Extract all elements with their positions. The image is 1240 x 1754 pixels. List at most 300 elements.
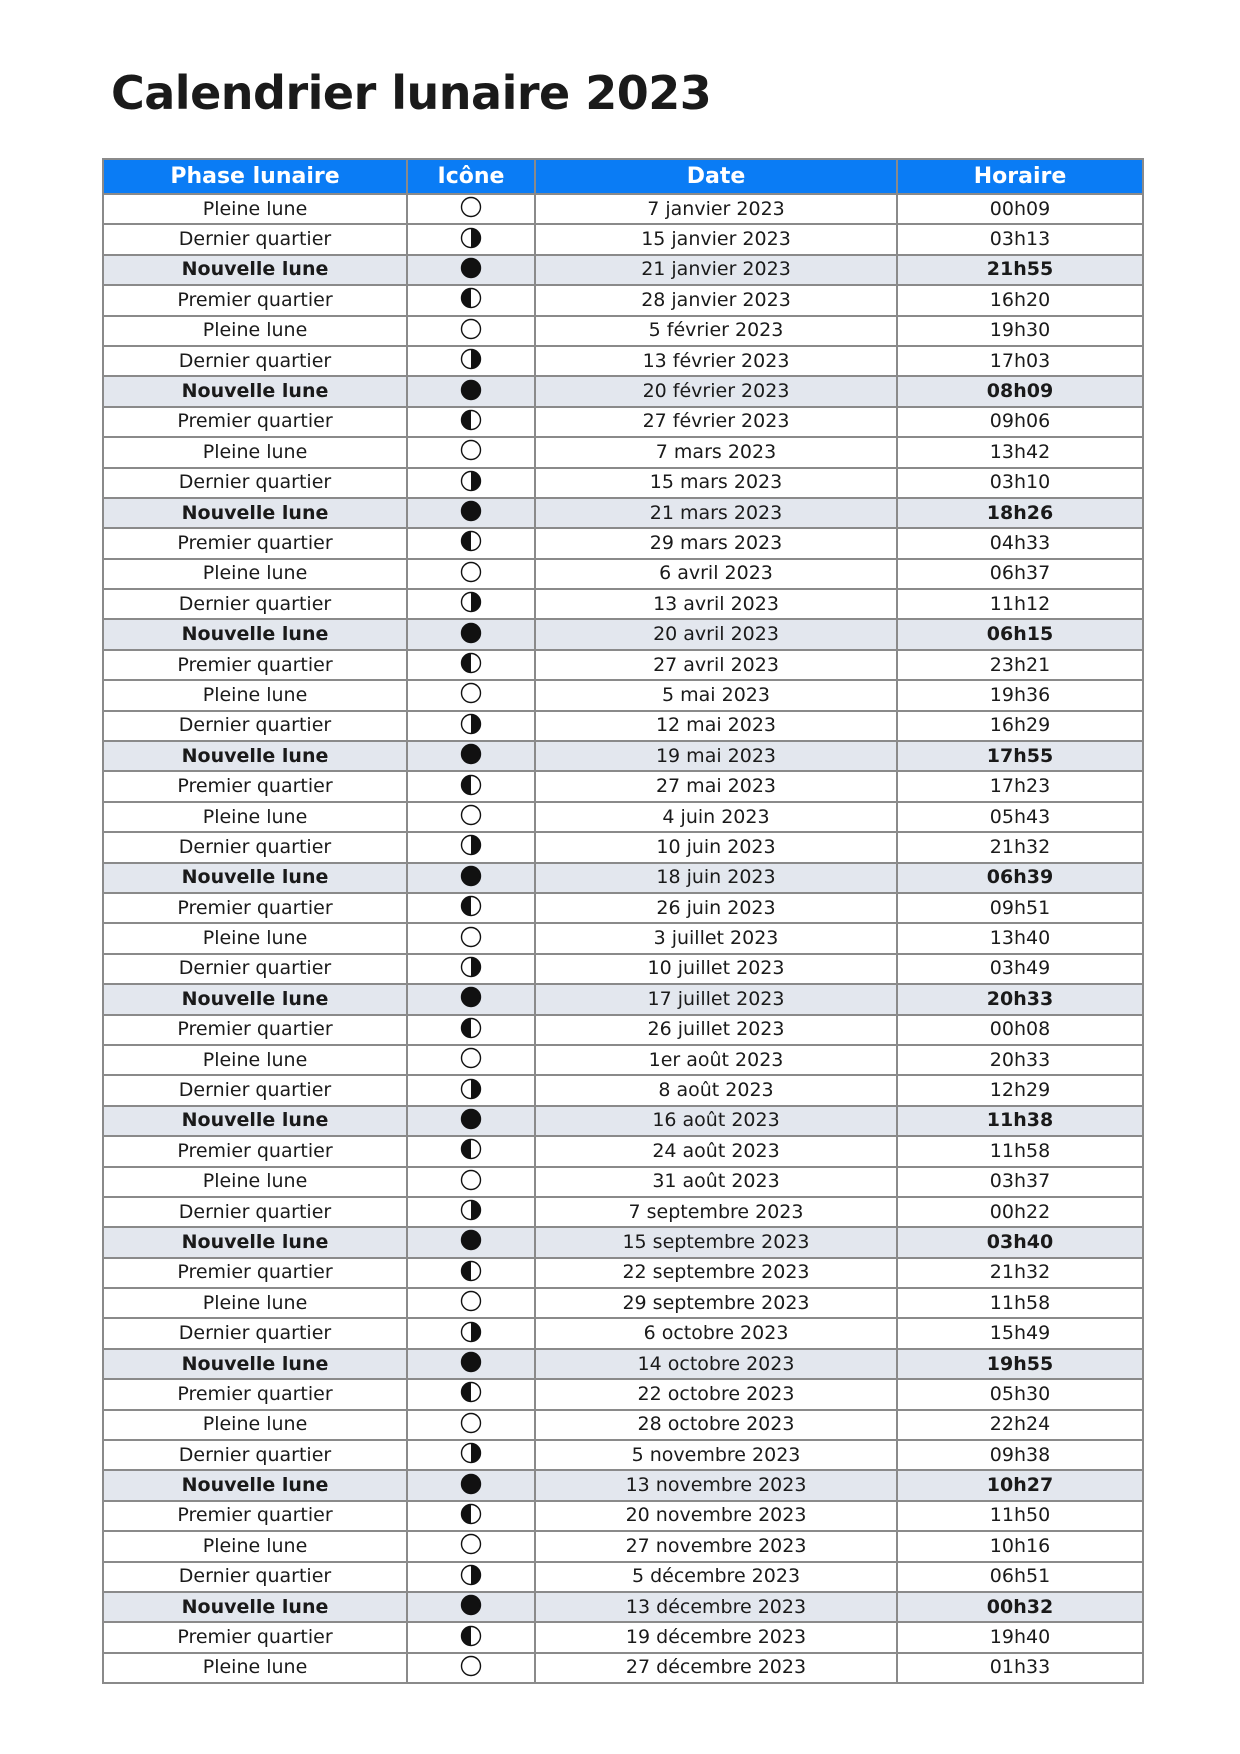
time-cell: 06h15: [897, 619, 1143, 649]
time-cell: 13h40: [897, 923, 1143, 953]
date-cell: 26 juillet 2023: [535, 1015, 897, 1045]
time-cell: 20h33: [897, 984, 1143, 1014]
phase-cell: Pleine lune: [103, 802, 407, 832]
time-cell: 18h26: [897, 498, 1143, 528]
icon-cell: [407, 1197, 535, 1227]
icon-cell: [407, 802, 535, 832]
first-quarter-icon: [460, 287, 482, 313]
table-row: [103, 1501, 1143, 1531]
time-cell: 03h40: [897, 1227, 1143, 1257]
phase-cell: Dernier quartier: [103, 1562, 407, 1592]
date-cell: 20 avril 2023: [535, 619, 897, 649]
full-moon-icon: [460, 682, 482, 708]
time-cell: 17h55: [897, 741, 1143, 771]
last-quarter-icon: [460, 834, 482, 860]
table-row: [103, 346, 1143, 376]
time-cell: 05h43: [897, 802, 1143, 832]
phase-cell: Premier quartier: [103, 893, 407, 923]
icon-cell: [407, 437, 535, 467]
icon-cell: [407, 893, 535, 923]
full-moon-icon: [460, 926, 482, 952]
icon-cell: [407, 468, 535, 498]
icon-cell: [407, 1470, 535, 1500]
full-moon-icon: [460, 1047, 482, 1073]
phase-cell: Nouvelle lune: [103, 1106, 407, 1136]
phase-cell: Pleine lune: [103, 437, 407, 467]
date-cell: 13 décembre 2023: [535, 1592, 897, 1622]
time-cell: 19h36: [897, 680, 1143, 710]
icon-cell: [407, 1318, 535, 1348]
phase-cell: Nouvelle lune: [103, 1592, 407, 1622]
icon-cell: [407, 1562, 535, 1592]
phase-cell: Premier quartier: [103, 1501, 407, 1531]
date-cell: 13 novembre 2023: [535, 1470, 897, 1500]
table-row: [103, 468, 1143, 498]
phase-cell: Dernier quartier: [103, 1075, 407, 1105]
phase-cell: Pleine lune: [103, 923, 407, 953]
date-cell: 15 mars 2023: [535, 468, 897, 498]
date-cell: 20 février 2023: [535, 376, 897, 406]
time-cell: 06h37: [897, 559, 1143, 589]
time-cell: 11h50: [897, 1501, 1143, 1531]
time-cell: 16h29: [897, 711, 1143, 741]
time-cell: 03h37: [897, 1167, 1143, 1197]
icon-cell: [407, 559, 535, 589]
phase-cell: Nouvelle lune: [103, 984, 407, 1014]
new-moon-icon: [460, 986, 482, 1012]
icon-cell: [407, 680, 535, 710]
time-cell: 03h10: [897, 468, 1143, 498]
phase-cell: Pleine lune: [103, 316, 407, 346]
full-moon-icon: [460, 1290, 482, 1316]
icon-cell: [407, 194, 535, 224]
icon-cell: [407, 407, 535, 437]
table-row: [103, 316, 1143, 346]
table-row: [103, 1470, 1143, 1500]
date-cell: 27 février 2023: [535, 407, 897, 437]
new-moon-icon: [460, 743, 482, 769]
table-row: [103, 1440, 1143, 1470]
date-cell: 13 février 2023: [535, 346, 897, 376]
icon-cell: [407, 771, 535, 801]
phase-cell: Pleine lune: [103, 680, 407, 710]
phase-cell: Pleine lune: [103, 1531, 407, 1561]
date-cell: 14 octobre 2023: [535, 1349, 897, 1379]
time-cell: 21h32: [897, 1258, 1143, 1288]
table-row: [103, 437, 1143, 467]
new-moon-icon: [460, 1594, 482, 1620]
new-moon-icon: [460, 379, 482, 405]
date-cell: 15 septembre 2023: [535, 1227, 897, 1257]
time-cell: 10h27: [897, 1470, 1143, 1500]
new-moon-icon: [460, 1473, 482, 1499]
phase-cell: Nouvelle lune: [103, 1470, 407, 1500]
icon-cell: [407, 1531, 535, 1561]
icon-cell: [407, 255, 535, 285]
table-row: [103, 1227, 1143, 1257]
time-cell: 21h32: [897, 832, 1143, 862]
first-quarter-icon: [460, 1381, 482, 1407]
date-cell: 7 janvier 2023: [535, 194, 897, 224]
date-cell: 16 août 2023: [535, 1106, 897, 1136]
table-row: [103, 407, 1143, 437]
table-row: [103, 1075, 1143, 1105]
time-cell: 10h16: [897, 1531, 1143, 1561]
time-cell: 09h51: [897, 893, 1143, 923]
phase-cell: Pleine lune: [103, 559, 407, 589]
time-cell: 03h49: [897, 954, 1143, 984]
phase-cell: Pleine lune: [103, 1167, 407, 1197]
last-quarter-icon: [460, 348, 482, 374]
time-cell: 04h33: [897, 528, 1143, 558]
time-cell: 16h20: [897, 285, 1143, 315]
time-cell: 13h42: [897, 437, 1143, 467]
time-cell: 06h39: [897, 863, 1143, 893]
date-cell: 24 août 2023: [535, 1136, 897, 1166]
icon-cell: [407, 741, 535, 771]
icon-cell: [407, 1045, 535, 1075]
phase-cell: Nouvelle lune: [103, 1349, 407, 1379]
full-moon-icon: [460, 1169, 482, 1195]
date-cell: 19 décembre 2023: [535, 1622, 897, 1652]
icon-cell: [407, 1258, 535, 1288]
table-row: [103, 1349, 1143, 1379]
table-row: [103, 498, 1143, 528]
table-row: [103, 1197, 1143, 1227]
new-moon-icon: [460, 1229, 482, 1255]
lunar-calendar-table: [102, 158, 1144, 1684]
date-cell: 20 novembre 2023: [535, 1501, 897, 1531]
icon-cell: [407, 1075, 535, 1105]
phase-cell: Dernier quartier: [103, 832, 407, 862]
table-row: [103, 1379, 1143, 1409]
table-row: [103, 376, 1143, 406]
time-cell: 00h08: [897, 1015, 1143, 1045]
table-row: [103, 984, 1143, 1014]
phase-cell: Nouvelle lune: [103, 741, 407, 771]
time-cell: 11h58: [897, 1136, 1143, 1166]
table-row: [103, 771, 1143, 801]
table-row: [103, 1531, 1143, 1561]
table-row: [103, 1136, 1143, 1166]
new-moon-icon: [460, 865, 482, 891]
date-cell: 7 septembre 2023: [535, 1197, 897, 1227]
phase-cell: Premier quartier: [103, 1622, 407, 1652]
date-cell: 15 janvier 2023: [535, 224, 897, 254]
phase-cell: Pleine lune: [103, 1288, 407, 1318]
icon-cell: [407, 376, 535, 406]
table-row: [103, 923, 1143, 953]
date-cell: 27 avril 2023: [535, 650, 897, 680]
full-moon-icon: [460, 561, 482, 587]
date-cell: 26 juin 2023: [535, 893, 897, 923]
date-cell: 18 juin 2023: [535, 863, 897, 893]
date-cell: 27 décembre 2023: [535, 1653, 897, 1683]
date-cell: 6 octobre 2023: [535, 1318, 897, 1348]
last-quarter-icon: [460, 1321, 482, 1347]
first-quarter-icon: [460, 774, 482, 800]
table-row: [103, 954, 1143, 984]
phase-cell: Nouvelle lune: [103, 255, 407, 285]
full-moon-icon: [460, 804, 482, 830]
first-quarter-icon: [460, 530, 482, 556]
time-cell: 17h23: [897, 771, 1143, 801]
phase-cell: Premier quartier: [103, 285, 407, 315]
date-cell: 4 juin 2023: [535, 802, 897, 832]
last-quarter-icon: [460, 591, 482, 617]
full-moon-icon: [460, 1655, 482, 1681]
first-quarter-icon: [460, 895, 482, 921]
icon-cell: [407, 1440, 535, 1470]
time-cell: 03h13: [897, 224, 1143, 254]
icon-cell: [407, 1136, 535, 1166]
first-quarter-icon: [460, 652, 482, 678]
icon-cell: [407, 498, 535, 528]
icon-cell: [407, 1227, 535, 1257]
table-row: [103, 255, 1143, 285]
phase-cell: Nouvelle lune: [103, 863, 407, 893]
date-cell: 22 octobre 2023: [535, 1379, 897, 1409]
time-cell: 11h12: [897, 589, 1143, 619]
table-row: [103, 589, 1143, 619]
icon-cell: [407, 619, 535, 649]
icon-cell: [407, 1501, 535, 1531]
page-title: Calendrier lunaire 2023: [111, 66, 712, 120]
last-quarter-icon: [460, 470, 482, 496]
phase-cell: Nouvelle lune: [103, 498, 407, 528]
last-quarter-icon: [460, 227, 482, 253]
time-cell: 17h03: [897, 346, 1143, 376]
icon-cell: [407, 589, 535, 619]
phase-cell: Dernier quartier: [103, 711, 407, 741]
date-cell: 5 novembre 2023: [535, 1440, 897, 1470]
column-header-phase: Phase lunaire: [103, 159, 407, 194]
date-cell: 13 avril 2023: [535, 589, 897, 619]
icon-cell: [407, 1592, 535, 1622]
last-quarter-icon: [460, 956, 482, 982]
phase-cell: Dernier quartier: [103, 954, 407, 984]
time-cell: 23h21: [897, 650, 1143, 680]
table-row: [103, 832, 1143, 862]
new-moon-icon: [460, 257, 482, 283]
first-quarter-icon: [460, 1138, 482, 1164]
first-quarter-icon: [460, 1503, 482, 1529]
new-moon-icon: [460, 1108, 482, 1134]
icon-cell: [407, 1622, 535, 1652]
phase-cell: Dernier quartier: [103, 1197, 407, 1227]
table-row: [103, 863, 1143, 893]
time-cell: 19h55: [897, 1349, 1143, 1379]
icon-cell: [407, 1106, 535, 1136]
first-quarter-icon: [460, 1017, 482, 1043]
phase-cell: Premier quartier: [103, 650, 407, 680]
table-row: [103, 559, 1143, 589]
date-cell: 5 mai 2023: [535, 680, 897, 710]
phase-cell: Premier quartier: [103, 528, 407, 558]
time-cell: 11h58: [897, 1288, 1143, 1318]
table-row: [103, 711, 1143, 741]
icon-cell: [407, 1410, 535, 1440]
phase-cell: Dernier quartier: [103, 224, 407, 254]
table-row: [103, 1258, 1143, 1288]
table-row: [103, 619, 1143, 649]
phase-cell: Premier quartier: [103, 1258, 407, 1288]
date-cell: 28 octobre 2023: [535, 1410, 897, 1440]
icon-cell: [407, 923, 535, 953]
phase-cell: Nouvelle lune: [103, 376, 407, 406]
table-row: [103, 1318, 1143, 1348]
time-cell: 06h51: [897, 1562, 1143, 1592]
table-row: [103, 1562, 1143, 1592]
last-quarter-icon: [460, 1199, 482, 1225]
icon-cell: [407, 954, 535, 984]
date-cell: 17 juillet 2023: [535, 984, 897, 1014]
icon-cell: [407, 285, 535, 315]
date-cell: 21 janvier 2023: [535, 255, 897, 285]
table-row: [103, 893, 1143, 923]
date-cell: 10 juillet 2023: [535, 954, 897, 984]
icon-cell: [407, 863, 535, 893]
date-cell: 5 décembre 2023: [535, 1562, 897, 1592]
table-row: [103, 1288, 1143, 1318]
full-moon-icon: [460, 1533, 482, 1559]
table-row: [103, 1410, 1143, 1440]
icon-cell: [407, 1379, 535, 1409]
date-cell: 12 mai 2023: [535, 711, 897, 741]
full-moon-icon: [460, 318, 482, 344]
time-cell: 00h22: [897, 1197, 1143, 1227]
icon-cell: [407, 984, 535, 1014]
date-cell: 21 mars 2023: [535, 498, 897, 528]
table-header-row: [103, 159, 1143, 194]
table-row: [103, 1015, 1143, 1045]
full-moon-icon: [460, 439, 482, 465]
icon-cell: [407, 528, 535, 558]
phase-cell: Premier quartier: [103, 771, 407, 801]
date-cell: 29 septembre 2023: [535, 1288, 897, 1318]
first-quarter-icon: [460, 1625, 482, 1651]
icon-cell: [407, 316, 535, 346]
date-cell: 27 mai 2023: [535, 771, 897, 801]
date-cell: 1er août 2023: [535, 1045, 897, 1075]
icon-cell: [407, 1167, 535, 1197]
icon-cell: [407, 1288, 535, 1318]
table-row: [103, 224, 1143, 254]
icon-cell: [407, 650, 535, 680]
table-row: [103, 1167, 1143, 1197]
time-cell: 21h55: [897, 255, 1143, 285]
table-row: [103, 650, 1143, 680]
table-row: [103, 285, 1143, 315]
icon-cell: [407, 346, 535, 376]
table-row: [103, 194, 1143, 224]
phase-cell: Premier quartier: [103, 1136, 407, 1166]
date-cell: 19 mai 2023: [535, 741, 897, 771]
icon-cell: [407, 711, 535, 741]
time-cell: 09h38: [897, 1440, 1143, 1470]
time-cell: 05h30: [897, 1379, 1143, 1409]
date-cell: 31 août 2023: [535, 1167, 897, 1197]
new-moon-icon: [460, 622, 482, 648]
phase-cell: Premier quartier: [103, 407, 407, 437]
date-cell: 5 février 2023: [535, 316, 897, 346]
date-cell: 8 août 2023: [535, 1075, 897, 1105]
date-cell: 29 mars 2023: [535, 528, 897, 558]
column-header-time: Horaire: [897, 159, 1143, 194]
phase-cell: Pleine lune: [103, 1653, 407, 1683]
date-cell: 28 janvier 2023: [535, 285, 897, 315]
time-cell: 00h32: [897, 1592, 1143, 1622]
table-row: [103, 1106, 1143, 1136]
time-cell: 12h29: [897, 1075, 1143, 1105]
date-cell: 27 novembre 2023: [535, 1531, 897, 1561]
last-quarter-icon: [460, 1078, 482, 1104]
phase-cell: Premier quartier: [103, 1379, 407, 1409]
phase-cell: Pleine lune: [103, 1045, 407, 1075]
table-row: [103, 528, 1143, 558]
phase-cell: Dernier quartier: [103, 1318, 407, 1348]
date-cell: 7 mars 2023: [535, 437, 897, 467]
phase-cell: Nouvelle lune: [103, 1227, 407, 1257]
phase-cell: Dernier quartier: [103, 589, 407, 619]
date-cell: 3 juillet 2023: [535, 923, 897, 953]
last-quarter-icon: [460, 713, 482, 739]
phase-cell: Nouvelle lune: [103, 619, 407, 649]
table-row: [103, 680, 1143, 710]
time-cell: 20h33: [897, 1045, 1143, 1075]
first-quarter-icon: [460, 409, 482, 435]
table-row: [103, 741, 1143, 771]
date-cell: 22 septembre 2023: [535, 1258, 897, 1288]
phase-cell: Pleine lune: [103, 194, 407, 224]
date-cell: 6 avril 2023: [535, 559, 897, 589]
icon-cell: [407, 1653, 535, 1683]
time-cell: 09h06: [897, 407, 1143, 437]
time-cell: 00h09: [897, 194, 1143, 224]
column-header-date: Date: [535, 159, 897, 194]
time-cell: 22h24: [897, 1410, 1143, 1440]
time-cell: 01h33: [897, 1653, 1143, 1683]
time-cell: 11h38: [897, 1106, 1143, 1136]
icon-cell: [407, 224, 535, 254]
phase-cell: Pleine lune: [103, 1410, 407, 1440]
time-cell: 08h09: [897, 376, 1143, 406]
column-header-icon: Icône: [407, 159, 535, 194]
first-quarter-icon: [460, 1260, 482, 1286]
table-row: [103, 1653, 1143, 1683]
phase-cell: Dernier quartier: [103, 468, 407, 498]
full-moon-icon: [460, 196, 482, 222]
table-row: [103, 802, 1143, 832]
time-cell: 19h30: [897, 316, 1143, 346]
date-cell: 10 juin 2023: [535, 832, 897, 862]
phase-cell: Dernier quartier: [103, 1440, 407, 1470]
phase-cell: Premier quartier: [103, 1015, 407, 1045]
icon-cell: [407, 832, 535, 862]
icon-cell: [407, 1015, 535, 1045]
time-cell: 19h40: [897, 1622, 1143, 1652]
table-row: [103, 1592, 1143, 1622]
table-row: [103, 1622, 1143, 1652]
last-quarter-icon: [460, 1442, 482, 1468]
phase-cell: Dernier quartier: [103, 346, 407, 376]
time-cell: 15h49: [897, 1318, 1143, 1348]
full-moon-icon: [460, 1412, 482, 1438]
last-quarter-icon: [460, 1564, 482, 1590]
new-moon-icon: [460, 500, 482, 526]
table-row: [103, 1045, 1143, 1075]
new-moon-icon: [460, 1351, 482, 1377]
